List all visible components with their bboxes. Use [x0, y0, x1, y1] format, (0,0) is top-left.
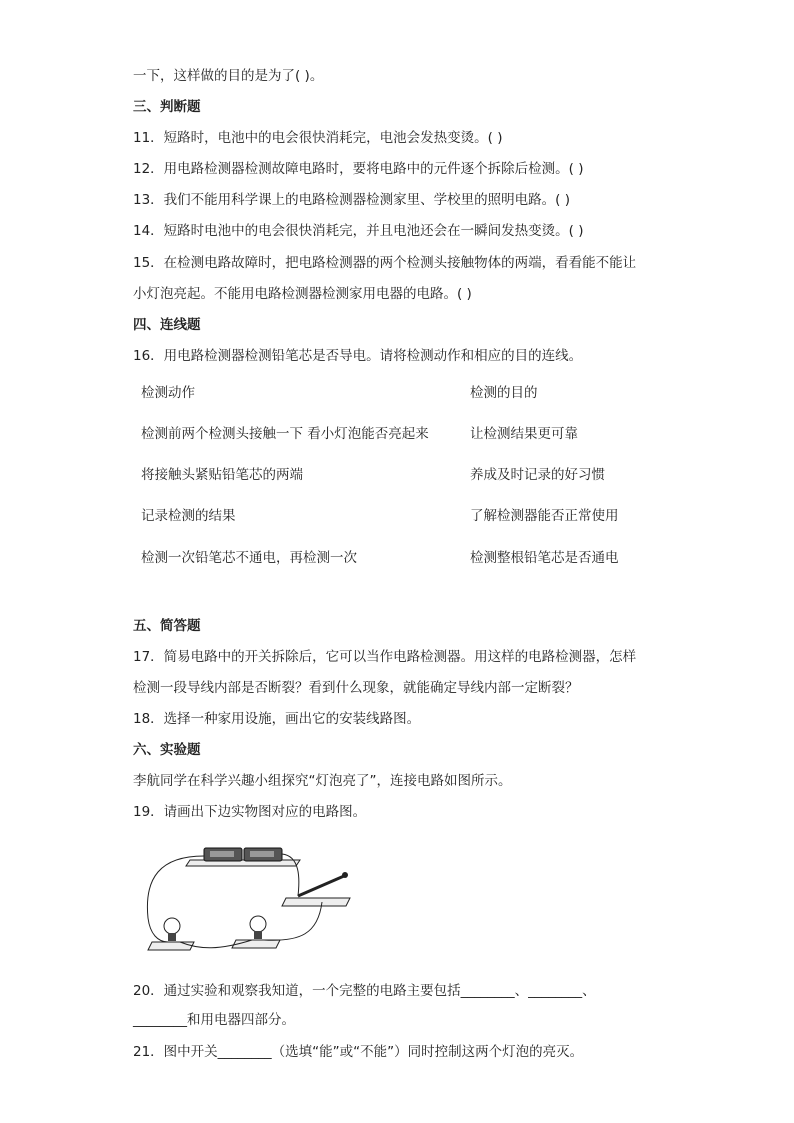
question-16: 16．用电路检测器检测铅笔芯是否导电。请将检测动作和相应的目的连线。 — [133, 348, 583, 364]
question-18: 18．选择一种家用设施，画出它的安装线路图。 — [133, 711, 421, 727]
question-15-line1: 15．在检测电路故障时，把电路检测器的两个检测头接触物体的两端，看看能不能让 — [133, 255, 637, 271]
question-12: 12．用电路检测器检测故障电路时，要将电路中的元件逐个拆除后检测。( ) — [133, 161, 584, 177]
matching-right-item: 检测整根铅笔芯是否通电 — [470, 550, 619, 566]
question-15-line2: 小灯泡亮起。不能用电路检测器检测家用电器的电路。( ) — [133, 286, 472, 302]
question-11: 11．短路时，电池中的电会很快消耗完，电池会发热变烫。( ) — [133, 130, 503, 146]
question-13: 13．我们不能用科学课上的电路检测器检测家里、学校里的照明电路。( ) — [133, 192, 571, 208]
matching-right-item: 让检测结果更可靠 — [470, 426, 578, 442]
section-5-title: 五、简答题 — [133, 618, 201, 634]
matching-right-header: 检测的目的 — [470, 385, 538, 401]
top-line: 一下，这样做的目的是为了( )。 — [133, 68, 324, 84]
switch-lever — [298, 876, 344, 896]
section-4-title: 四、连线题 — [133, 317, 201, 333]
bulb-right — [250, 916, 266, 939]
circuit-illustration — [140, 838, 360, 962]
question-21: 21．图中开关________（选填“能”或“不能”）同时控制这两个灯泡的亮灭。 — [133, 1044, 584, 1060]
switch-board — [282, 898, 350, 906]
question-20-line2: ________和用电器四部分。 — [133, 1012, 295, 1028]
bulb-board-left — [148, 942, 194, 950]
matching-left-item: 检测前两个检测头接触一下 看小灯泡能否亮起来 — [141, 426, 429, 442]
matching-left-header: 检测动作 — [141, 385, 195, 401]
question-17-line2: 检测一段导线内部是否断裂？看到什么现象，就能确定导线内部一定断裂？ — [133, 680, 579, 696]
question-17-line1: 17．简易电路中的开关拆除后，它可以当作电路检测器。用这样的电路检测器，怎样 — [133, 649, 637, 665]
matching-left-item: 记录检测的结果 — [141, 508, 236, 524]
bulb-left — [164, 918, 180, 941]
question-20-line1: 20．通过实验和观察我知道，一个完整的电路主要包括________、________、 — [133, 983, 596, 999]
question-19: 19．请画出下边实物图对应的电路图。 — [133, 804, 367, 820]
question-14: 14．短路时电池中的电会很快消耗完，并且电池还会在一瞬间发热变烫。( ) — [133, 223, 584, 239]
matching-left-item: 检测一次铅笔芯不通电，再检测一次 — [141, 550, 357, 566]
matching-right-item: 养成及时记录的好习惯 — [470, 467, 605, 483]
battery-board — [186, 860, 300, 866]
matching-right-item: 了解检测器能否正常使用 — [470, 508, 619, 524]
section-3-title: 三、判断题 — [133, 99, 201, 115]
wire — [264, 902, 322, 940]
section-6-title: 六、实验题 — [133, 742, 201, 758]
matching-left-item: 将接触头紧贴铅笔芯的两端 — [141, 467, 303, 483]
experiment-intro: 李航同学在科学兴趣小组探究“灯泡亮了”，连接电路如图所示。 — [133, 773, 512, 789]
